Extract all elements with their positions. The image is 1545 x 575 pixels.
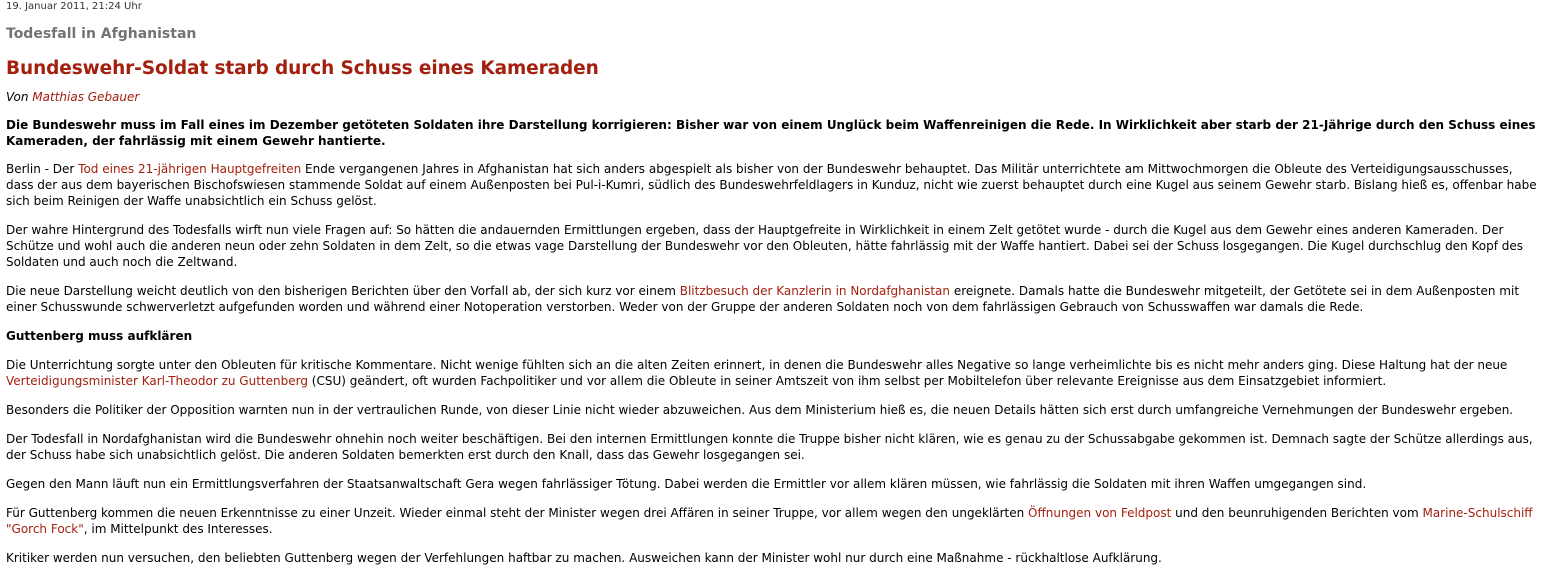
paragraph-text: Für Guttenberg kommen die neuen Erkenntnisse zu einer Unzeit. Wieder einmal steht der Minister wegen drei Affären in seiner Truppe, vor allem wegen den ungeklärten <box>6 506 1029 520</box>
paragraph-text: , im Mittelpunkt des Interesses. <box>83 522 273 536</box>
article-headline: Bundeswehr-Soldat starb durch Schuss eines Kameraden <box>6 58 599 79</box>
article-date: 19. Januar 2011, 21:24 Uhr <box>6 1 142 12</box>
paragraph-text: und den beunruhigenden Berichten vom <box>1171 506 1423 520</box>
link-feldpost[interactable]: Öffnungen von Feldpost <box>1028 506 1172 520</box>
paragraph-7: Gegen den Mann läuft nun ein Ermittlungsverfahren der Staatsanwaltschaft Gera wegen fahrlässiger Tötung. Dabei werden die Ermittler vor allem klären müssen, wie fahrlässig die Soldaten mit ihren Waffen umgegangen sind. <box>6 477 1367 491</box>
paragraph-text: Die Unterrichtung sorgte unter den Obleuten für kritische Kommentare. Nicht wenige fühlten sich an die alten Zeiten erinnert, in denen die Bundeswehr alles Negative so lange verheimlichte bis es nicht mehr anders ging. Diese Haltung hat der neue <box>6 358 1508 372</box>
paragraph-2: Der wahre Hintergrund des Todesfalls wirft nun viele Fragen auf: So hätten die andauernden Ermittlungen ergeben, dass der Hauptgefreite in Wirklichkeit in einem Zelt getötet wurde - durch die Kugel aus dem Gewehr eines anderen Kameraden. Der Schütze und wohl auch die anderen neun oder zehn Soldaten in dem Zelt, so die etwas vage Darstellung der Bundeswehr vor den Obleuten, hätte fahrlässig mit der Waffe hantiert. Dabei sei der Schuss losgegangen. Die Kugel durchschlug den Kopf des Soldaten und auch noch die Zeltwand. <box>6 223 1524 269</box>
link-gorch-fock[interactable]: Marine-Schulschiff "Gorch Fock" <box>6 506 1533 536</box>
paragraph-9: Kritiker werden nun versuchen, den beliebten Guttenberg wegen der Verfehlungen haftbar zu machen. Ausweichen kann der Minister wohl nur durch eine Maßnahme - rückhaltlose Aufklärung. <box>6 551 1162 565</box>
paragraph-8 <box>6 505 1537 537</box>
paragraph-text: Ende vergangenen Jahres in Afghanistan hat sich anders abgespielt als bisher von der Bundeswehr behauptet. Das Militär unterrichtete am Mittwochmorgen die Obleute des Verteidigungsausschusses, dass der aus dem bayerischen Bischofswiesen stammende Soldat auf einem Außenposten bei Pul-i-Kumri, südlich des Bundeswehrfeldlagers in Kunduz, nicht wie zuerst behauptet durch eine Kugel aus seinem Gewehr starb. Bislang hieß es, offenbar habe sich beim Reinigen der Waffe unabsichtlich ein Schuss gelöst. <box>6 162 1537 208</box>
paragraph-3 <box>6 283 1537 315</box>
paragraph-text: ereignete. Damals hatte die Bundeswehr mitgeteilt, der Getötete sei in dem Außenposten mit einer Schusswunde schwerverletzt aufgefunden worden und während einer Notoperation verstorben. Weder von der Gruppe der anderen Soldaten noch von dem fahrlässigen Gebrauch von Schusswaffen war damals die Rede. <box>6 284 1520 314</box>
link-tod-hauptgefreiten[interactable]: Tod eines 21-jährigen Hauptgefreiten <box>78 162 302 176</box>
paragraph-text: Berlin - Der <box>6 162 79 176</box>
link-blitzbesuch[interactable]: Blitzbesuch der Kanzlerin in Nordafghanistan <box>679 284 950 298</box>
paragraph-text: Die neue Darstellung weicht deutlich von den bisherigen Berichten über den Vorfall ab, der sich kurz vor einem <box>6 284 680 298</box>
article-lead: Die Bundeswehr muss im Fall eines im Dezember getöteten Soldaten ihre Darstellung korrigieren: Bisher war von einem Unglück beim Waffenreinigen die Rede. In Wirklichkeit aber starb der 21-Jährige durch den Schuss eines Kameraden, der fahrlässig mit einem Gewehr hantierte. <box>6 118 1536 148</box>
link-verteidigungsminister[interactable]: Verteidigungsminister Karl-Theodor zu Guttenberg <box>6 374 308 388</box>
paragraph-text: (CSU) geändert, oft wurden Fachpolitiker und vor allem die Obleute in seiner Amtszeit von ihm selbst per Mobiltelefon über relevante Ereignisse aus dem Einsatzgebiet informiert. <box>307 374 1387 388</box>
byline <box>6 90 1537 105</box>
author-link[interactable]: Matthias Gebauer <box>32 90 140 104</box>
paragraph-1 <box>6 161 1537 209</box>
paragraph-4 <box>6 357 1537 389</box>
paragraph-5: Besonders die Politiker der Opposition warnten nun in der vertraulichen Runde, von dieser Linie nicht wieder abzuweichen. Aus dem Ministerium hieß es, die neuen Details hätten sich erst durch umfangreiche Vernehmungen der Bundeswehr ergeben. <box>6 403 1514 417</box>
article-subhead: Guttenberg muss aufklären <box>6 329 193 343</box>
paragraph-6: Der Todesfall in Nordafghanistan wird die Bundeswehr ohnehin noch weiter beschäftigen. Bei den internen Ermittlungen konnte die Truppe bisher nicht klären, wie es genau zu der Schussabgabe gekommen ist. Demnach sagte der Schütze allerdings aus, der Schuss habe sich unabsichtlich gelöst. Die anderen Soldaten bemerkten erst durch den Knall, dass das Gewehr losgegangen sei. <box>6 432 1533 462</box>
article-kicker: Todesfall in Afghanistan <box>6 26 197 42</box>
byline-prefix: Von <box>6 90 33 104</box>
